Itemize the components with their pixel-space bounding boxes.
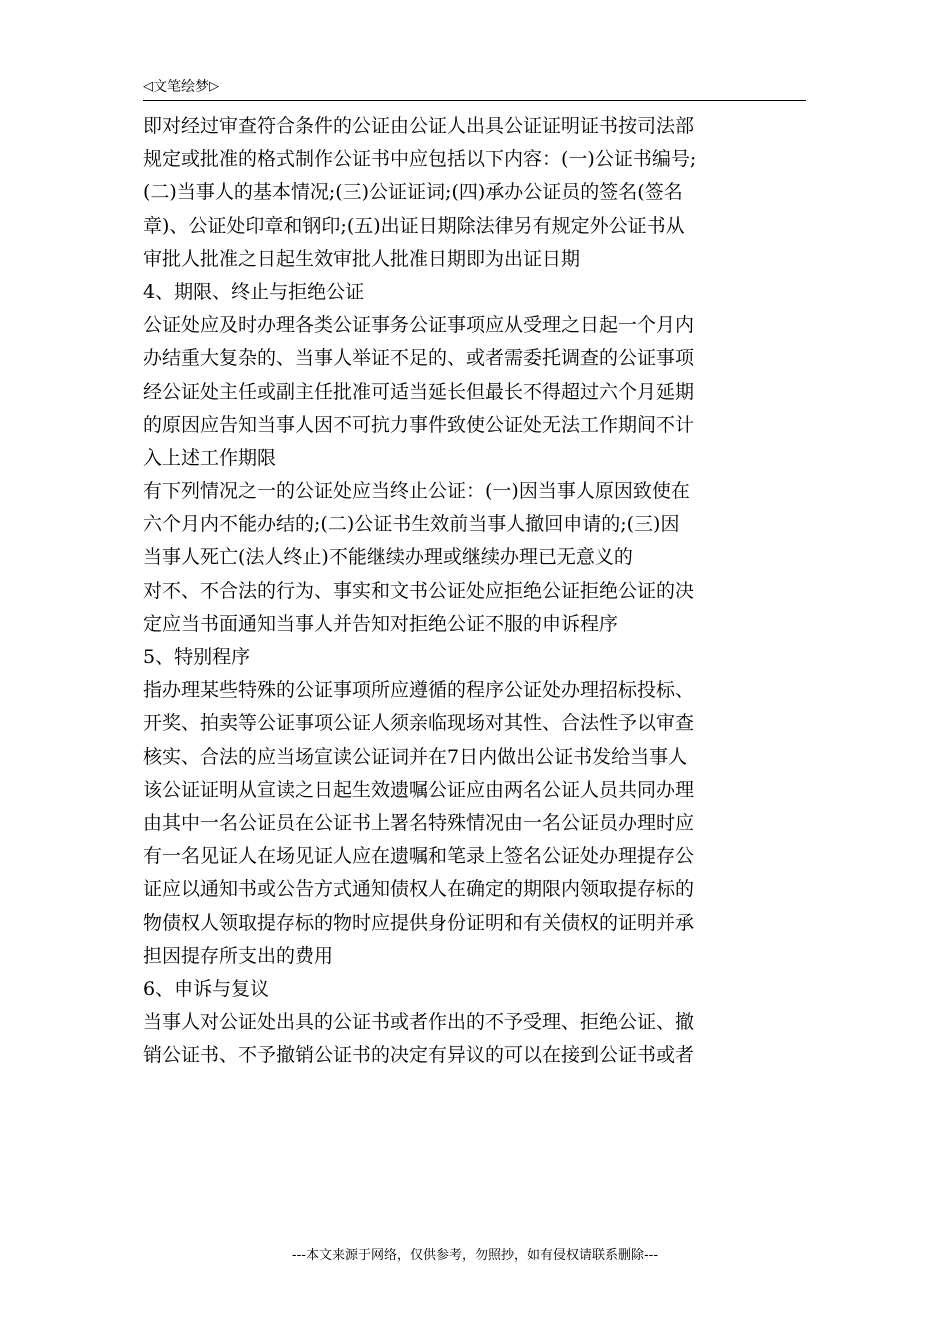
text-line: 当事人对公证处出具的公证书或者作出的不予受理、拒绝公证、撤 (143, 1011, 695, 1034)
text-line: 经公证处主任或副主任批准可适当延长但最长不得超过六个月延期 (143, 380, 695, 403)
text-line: 六个月内不能办结的;(二)公证书生效前当事人撤回申请的;(三)因 (143, 513, 680, 536)
page-header (143, 72, 806, 101)
section-heading: 6、申诉与复议 (143, 977, 270, 1000)
text-line: 担因提存所支出的费用 (143, 944, 334, 967)
text-line: 即对经过审查符合条件的公证由公证人出具公证证明证书按司法部 (143, 115, 695, 137)
text-line: 由其中一名公证员在公证书上署名特殊情况由一名公证员办理时应 (143, 811, 695, 834)
text-line: 章)、公证处印章和钢印;(五)出证日期除法律另有规定外公证书从 (143, 214, 685, 237)
section-heading: 5、特别程序 (143, 646, 251, 668)
text-line: 的原因应告知当事人因不可抗力事件致使公证处无法工作期间不计 (143, 413, 695, 436)
text-line: 有下列情况之一的公证处应当终止公证：(一)因当事人原因致使在 (143, 480, 690, 503)
text-line: 办结重大复杂的、当事人举证不足的、或者需委托调查的公证事项 (143, 347, 695, 370)
header-title: 文笔绘梦 (153, 79, 209, 95)
text-line: 定应当书面通知当事人并告知对拒绝公证不服的申诉程序 (143, 612, 619, 635)
section-heading: 4、期限、终止与拒绝公证 (143, 280, 365, 303)
text-line: 对不、不合法的行为、事实和文书公证处应拒绝公证拒绝公证的决 (143, 579, 695, 602)
text-line: 有一名见证人在场见证人应在遗嘱和笔录上签名公证处办理提存公 (143, 845, 695, 868)
right-triangle-icon: ▷ (209, 78, 219, 94)
text-line: (二)当事人的基本情况;(三)公证证词;(四)承办公证员的签名(签名 (143, 181, 683, 204)
text-line: 入上述工作期限 (143, 446, 277, 469)
page-footer: ---本文来源于网络，仅供参考，勿照抄，如有侵权请联系删除--- (291, 1248, 659, 1263)
text-line: 公证处应及时办理各类公证事务公证事项应从受理之日起一个月内 (143, 314, 695, 337)
text-line: 规定或批准的格式制作公证书中应包括以下内容：(一)公证书编号; (143, 148, 697, 171)
text-line: 开奖、拍卖等公证事项公证人须亲临现场对其性、合法性予以审查 (143, 712, 695, 735)
document-body (143, 110, 806, 1072)
text-line: 该公证证明从宣读之日起生效遗嘱公证应由两名公证人员共同办理 (143, 778, 695, 801)
text-line: 审批人批准之日起生效审批人批准日期即为出证日期 (143, 247, 581, 270)
text-line: 指办理某些特殊的公证事项所应遵循的程序公证处办理招标投标、 (143, 679, 695, 702)
text-line: 物债权人领取提存标的物时应提供身份证明和有关债权的证明并承 (143, 911, 695, 934)
text-line: 核实、合法的应当场宣读公证词并在7日内做出公证书发给当事人 (143, 745, 688, 768)
text-line: 当事人死亡(法人终止)不能继续办理或继续办理已无意义的 (143, 546, 633, 569)
left-triangle-icon: ◁ (143, 78, 153, 94)
text-line: 销公证书、不予撤销公证书的决定有异议的可以在接到公证书或者 (143, 1044, 695, 1067)
text-line: 证应以通知书或公告方式通知债权人在确定的期限内领取提存标的 (143, 878, 695, 901)
